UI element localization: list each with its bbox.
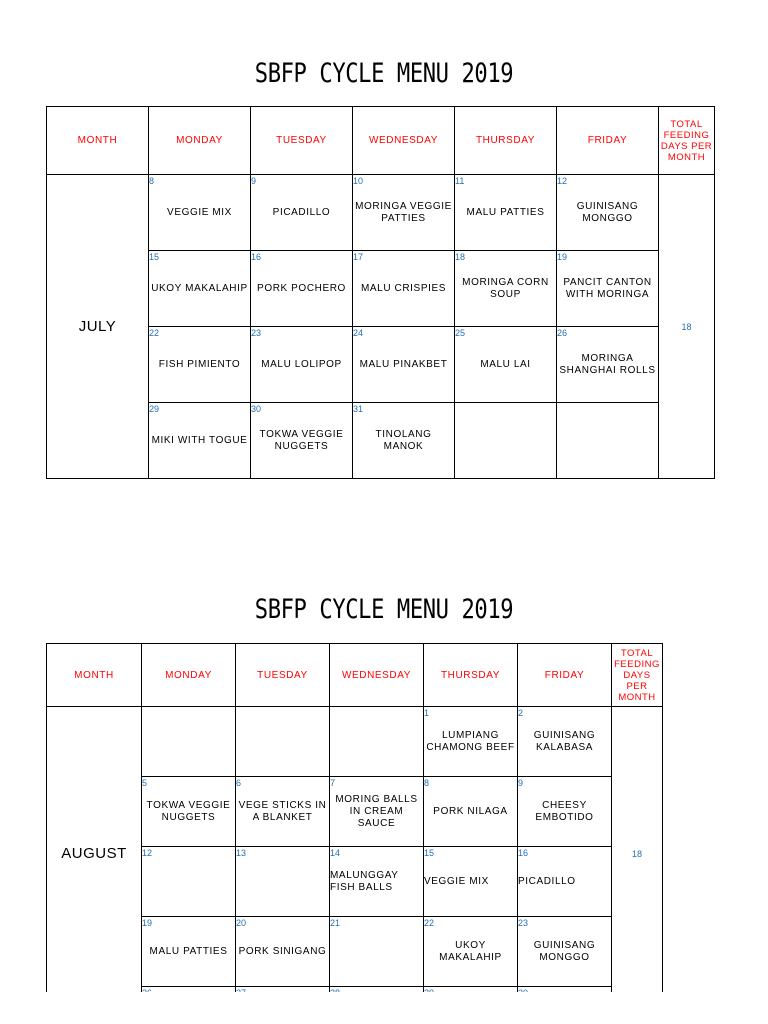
header-tuesday: TUESDAY	[236, 644, 330, 707]
menu-cell	[518, 847, 612, 917]
day-number: 16	[518, 848, 529, 858]
menu-cell	[424, 707, 518, 777]
day-number: 24	[353, 328, 364, 338]
menu-cell	[330, 847, 424, 917]
day-number: 26	[557, 328, 568, 338]
dish-name: UKOY MAKALAHIP	[151, 282, 248, 294]
day-number: 11	[455, 176, 465, 186]
dish-name: MALU LAI	[480, 358, 531, 370]
august-header-row	[47, 644, 663, 707]
july-menu-title: SBFP CYCLE MENU 2019	[254, 58, 514, 89]
day-number: 19	[557, 252, 568, 262]
day-number: 21	[330, 918, 341, 928]
day-number: 22	[424, 918, 435, 928]
menu-cell	[330, 917, 424, 987]
menu-cell	[455, 175, 557, 251]
august-menu-title: SBFP CYCLE MENU 2019	[254, 594, 514, 625]
menu-cell	[149, 327, 251, 403]
month-label-july: JULY	[47, 175, 149, 479]
dish-name: MORINGA VEGGIE PATTIES	[355, 200, 452, 224]
dish-name: MALU LOLIPOP	[261, 358, 342, 370]
dish-name: CHEESY EMBOTIDO	[535, 799, 594, 823]
day-number: 25	[455, 328, 466, 338]
day-number: 22	[149, 328, 160, 338]
menu-cell	[251, 251, 353, 327]
menu-cell	[353, 327, 455, 403]
menu-cell	[353, 403, 455, 479]
day-number: 8	[149, 176, 155, 186]
day-number: 2	[518, 708, 524, 718]
dish-name: LUMPIANG CHAMONG BEEF	[426, 729, 515, 753]
menu-cell	[251, 175, 353, 251]
menu-cell	[236, 847, 330, 917]
dish-name: PORK NILAGA	[433, 805, 508, 817]
header-friday: FRIDAY	[557, 107, 659, 175]
day-number: 14	[330, 848, 341, 858]
menu-cell	[149, 175, 251, 251]
day-number: 5	[142, 778, 148, 788]
total-feeding-days-august: 18	[612, 707, 663, 1001]
menu-cell	[557, 251, 659, 327]
dish-name: TINOLANG MANOK	[375, 428, 432, 452]
header-wednesday: WEDNESDAY	[353, 107, 455, 175]
dish-name: MALUNGGAY FISH BALLS	[330, 869, 399, 893]
dish-name: PANCIT CANTON WITH MORINGA	[563, 276, 652, 300]
dish-name: FISH PIMIENTO	[158, 358, 241, 370]
dish-name: GUINISANG MONGGO	[533, 939, 596, 963]
menu-cell	[149, 403, 251, 479]
menu-cell	[236, 777, 330, 847]
dish-name: TOKWA VEGGIE NUGGETS	[146, 799, 231, 823]
day-number: 15	[149, 252, 160, 262]
menu-cell	[353, 175, 455, 251]
menu-cell	[142, 847, 236, 917]
menu-cell	[424, 847, 518, 917]
menu-cell	[518, 917, 612, 987]
day-number: 29	[149, 404, 160, 414]
dish-name: MORINGA SHANGHAI ROLLS	[559, 352, 656, 376]
july-menu-table	[46, 106, 715, 479]
day-number: 13	[236, 848, 247, 858]
dish-name: VEGE STICKS IN A BLANKET	[238, 799, 327, 823]
header-thursday: THURSDAY	[424, 644, 518, 707]
day-number: 9	[518, 778, 524, 788]
day-number: 1	[424, 708, 430, 718]
menu-cell	[455, 327, 557, 403]
menu-cell	[149, 251, 251, 327]
header-total-feeding-days: TOTAL FEEDING DAYS PER MONTH	[659, 107, 715, 175]
day-number: 16	[251, 252, 262, 262]
dish-name: PICADILLO	[518, 875, 576, 887]
dish-name: MORINGA CORN SOUP	[462, 276, 549, 300]
day-number: 31	[353, 404, 364, 414]
day-number: 30	[251, 404, 262, 414]
dish-name: UKOY MAKALAHIP	[439, 939, 502, 963]
header-month: MONTH	[47, 107, 149, 175]
dish-name: MALU PATTIES	[149, 945, 228, 957]
menu-cell	[236, 707, 330, 777]
menu-cell	[251, 403, 353, 479]
header-month: MONTH	[47, 644, 142, 707]
dish-name: VEGGIE MIX	[424, 875, 489, 887]
menu-cell	[236, 917, 330, 987]
day-number: 10	[353, 176, 364, 186]
dish-name: GUINISANG MONGGO	[576, 200, 639, 224]
dish-name: MALU PINAKBET	[359, 358, 448, 370]
day-number: 23	[251, 328, 262, 338]
day-number: 12	[142, 848, 153, 858]
menu-cell	[455, 251, 557, 327]
header-friday: FRIDAY	[518, 644, 612, 707]
menu-cell	[251, 327, 353, 403]
dish-name: VEGGIE MIX	[167, 206, 232, 218]
header-wednesday: WEDNESDAY	[330, 644, 424, 707]
august-menu-table	[46, 643, 663, 1001]
menu-cell	[557, 175, 659, 251]
dish-name: MIKI WITH TOGUE	[151, 434, 248, 446]
menu-cell	[142, 707, 236, 777]
menu-cell	[557, 403, 659, 479]
day-number: 7	[330, 778, 336, 788]
menu-cell	[424, 917, 518, 987]
day-number: 17	[353, 252, 364, 262]
menu-cell	[142, 917, 236, 987]
day-number: 23	[518, 918, 529, 928]
header-tuesday: TUESDAY	[251, 107, 353, 175]
dish-name: TOKWA VEGGIE NUGGETS	[259, 428, 344, 452]
day-number: 6	[236, 778, 242, 788]
dish-name: GUINISANG KALABASA	[533, 729, 596, 753]
july-header-row	[47, 107, 715, 175]
menu-cell	[518, 777, 612, 847]
header-monday: MONDAY	[142, 644, 236, 707]
day-number: 19	[142, 918, 153, 928]
menu-cell	[557, 327, 659, 403]
header-thursday: THURSDAY	[455, 107, 557, 175]
dish-name: MORING BALLS IN CREAM SAUCE	[335, 793, 418, 829]
header-monday: MONDAY	[149, 107, 251, 175]
july-week-row	[47, 175, 715, 251]
day-number: 15	[424, 848, 435, 858]
dish-name: MALU PATTIES	[466, 206, 545, 218]
menu-cell	[353, 251, 455, 327]
header-total-feeding-days: TOTAL FEEDING DAYS PER MONTH	[612, 644, 663, 707]
menu-cell	[142, 777, 236, 847]
dish-name: PORK SINIGANG	[238, 945, 327, 957]
day-number: 9	[251, 176, 257, 186]
day-number: 12	[557, 176, 568, 186]
dish-name: PICADILLO	[272, 206, 331, 218]
menu-cell	[518, 707, 612, 777]
dish-name: MALU CRISPIES	[360, 282, 447, 294]
menu-cell	[330, 777, 424, 847]
page-bottom-crop	[0, 992, 768, 1024]
day-number: 18	[455, 252, 466, 262]
total-feeding-days-july: 18	[659, 175, 715, 479]
menu-cell	[330, 707, 424, 777]
dish-name: PORK POCHERO	[257, 282, 346, 294]
month-label-august: AUGUST	[47, 707, 142, 1001]
day-number: 8	[424, 778, 430, 788]
day-number: 20	[236, 918, 247, 928]
august-week-row	[47, 707, 663, 777]
menu-cell	[424, 777, 518, 847]
menu-cell	[455, 403, 557, 479]
